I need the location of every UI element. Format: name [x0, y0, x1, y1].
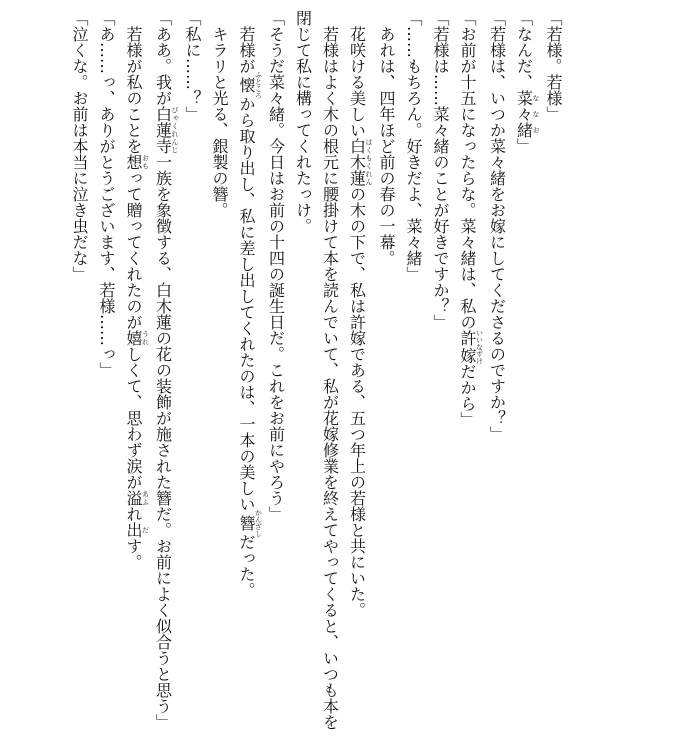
text-segment: 「泣くな。お前は本当に泣き虫だな」 [70, 10, 89, 282]
text-segment: 「……もちろん。好きだよ、菜々緒」 [404, 10, 423, 282]
text-line [179, 10, 206, 735]
text-segment: 「そうだ菜々緒。今日はお前の十四の誕生日だ。これをお前にやろう」 [266, 10, 286, 522]
text-line [344, 10, 374, 735]
ruby-word [124, 154, 150, 170]
text-segment: 「なんだ、 [514, 10, 534, 90]
furigana: ふところ [254, 71, 263, 99]
text-segment: 「若様は……菜々緒のことが好きですか？」 [431, 10, 450, 330]
text-segment: だった。 [237, 534, 256, 598]
furigana: うれ [141, 330, 150, 346]
furigana: はくもくれん [365, 138, 373, 186]
text-segment: 「ああ。我が [153, 10, 173, 106]
text-segment: だから」 [458, 363, 477, 428]
ruby-base: 出 [124, 522, 143, 538]
text-line [454, 10, 484, 735]
ruby-base: 白蓮寺 [153, 106, 173, 154]
text-segment: れ [124, 506, 143, 522]
text-segment: 」 [514, 138, 534, 154]
ruby-base: 嬉 [124, 330, 143, 346]
ruby-base: 菜々緒 [514, 90, 534, 138]
ruby-word [153, 106, 179, 154]
text-segment: 「お前が十五になったらな。菜々緒は、私の [458, 10, 477, 330]
text-line [120, 10, 150, 735]
text-line [290, 10, 344, 735]
furigana: いいなずけ [475, 329, 484, 365]
text-line [93, 10, 120, 735]
text-line [206, 10, 233, 735]
text-line [263, 10, 290, 735]
text-line [150, 10, 180, 735]
ruby-base: 許嫁 [458, 329, 477, 365]
text-segment: キラリと光る、銀製の簪。 [210, 10, 229, 218]
text-line [400, 10, 427, 735]
text-line [540, 10, 567, 735]
text-segment: って贈ってくれたのが [124, 170, 143, 330]
text-segment: の木の下で、私は許嫁である、五つ年上の若様と共にいた。 [347, 186, 367, 618]
text-segment: す。 [124, 538, 143, 570]
ruby-word [237, 71, 263, 99]
furigana: おも [141, 154, 150, 170]
ruby-word [124, 490, 150, 506]
ruby-word [458, 329, 484, 365]
text-segment: 花咲ける美しい [347, 10, 367, 138]
ruby-base: 溢 [124, 490, 143, 506]
novel-page [66, 10, 567, 735]
furigana: ななお [532, 90, 540, 138]
ruby-word [514, 90, 540, 138]
furigana: だ [141, 522, 150, 538]
ruby-base: 白木蓮 [347, 138, 367, 186]
text-segment: 「若様。若様」 [544, 10, 563, 122]
ruby-base: 想 [124, 154, 143, 170]
text-line [511, 10, 541, 735]
text-segment: 一族を象徴する、白木蓮の花の装飾が施された簪だ。お前によく似合うと思う」 [153, 154, 173, 730]
text-line [427, 10, 454, 735]
text-segment: 若様が [237, 10, 256, 74]
text-line [66, 10, 93, 735]
furigana: かんざし [254, 509, 263, 537]
text-segment: から取り出し、私に差し出してくれたのは、一本の美しい [237, 96, 256, 512]
text-segment: あれは、四年ほど前の春の一幕。 [377, 10, 396, 266]
text-segment: しくて、思わず涙が [124, 346, 143, 490]
ruby-base: 懐 [237, 71, 256, 99]
text-segment: 「若様は、いつか菜々緒をお嫁にしてくださるのですか？」 [487, 10, 507, 442]
ruby-word [124, 522, 150, 538]
text-line [373, 10, 400, 735]
text-segment: 若様が私のことを [124, 10, 143, 154]
ruby-word [124, 330, 150, 346]
furigana: あふ [141, 490, 150, 506]
text-line [233, 10, 263, 735]
text-segment: 「あ……っ、ありがとうございます、若様……っ」 [97, 10, 116, 378]
text-segment: 若様はよく木の根元に腰掛けて本を読んでいて、私が花嫁修業を終えてやってくると、いつも本を閉じて私に構ってくれたっけ。 [293, 10, 340, 730]
text-line [484, 10, 511, 735]
text-segment: 「私に……？」 [183, 10, 202, 122]
ruby-base: 簪 [237, 509, 256, 537]
ruby-word [237, 509, 263, 537]
furigana: びゃくれんじ [171, 106, 179, 154]
ruby-word [347, 138, 373, 186]
